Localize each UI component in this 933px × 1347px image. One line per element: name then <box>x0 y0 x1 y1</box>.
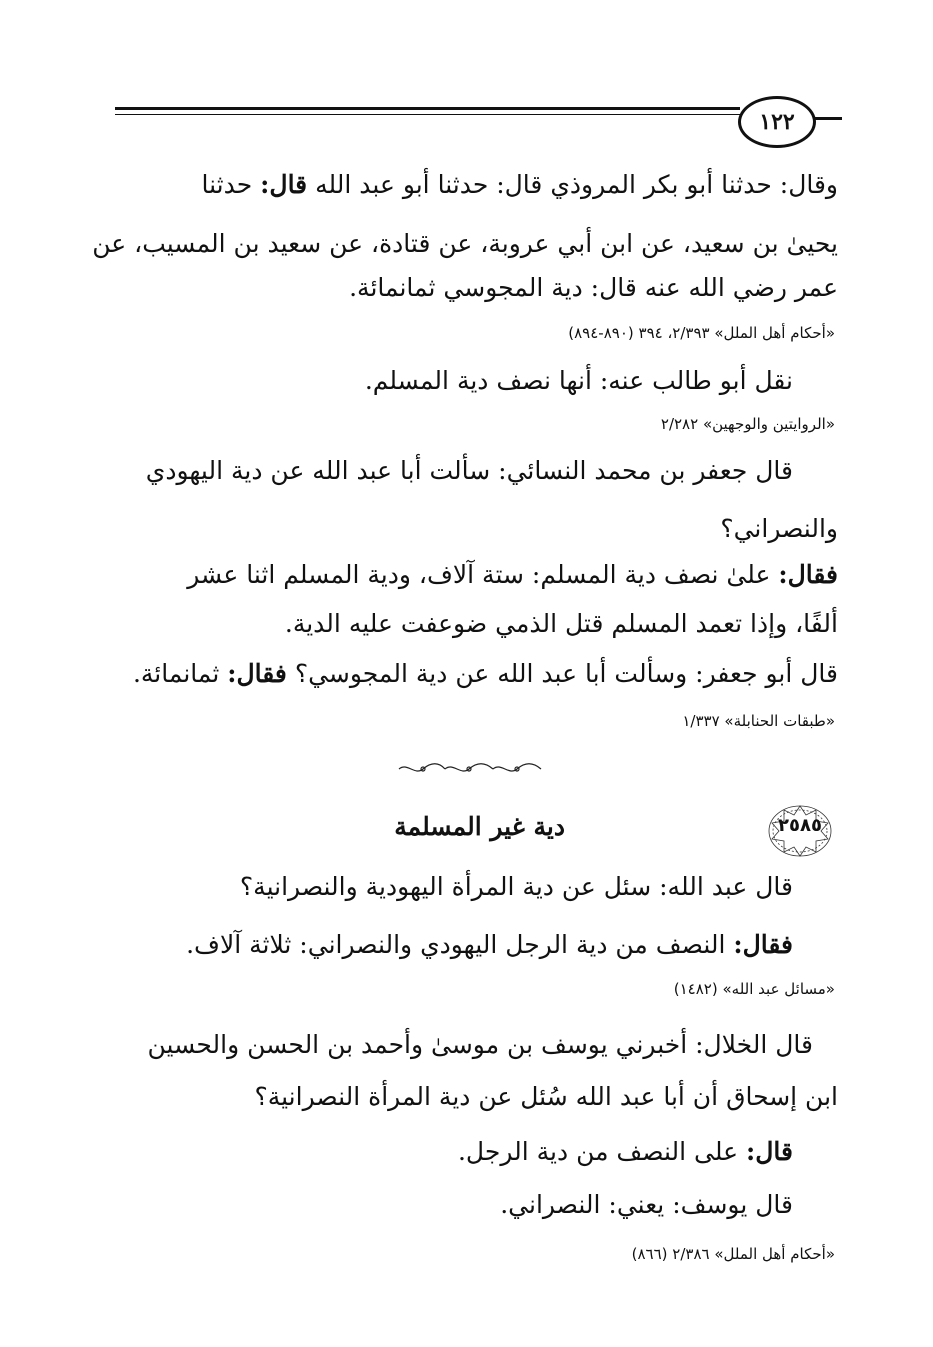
speaker-label: فقال: <box>778 560 838 589</box>
text-line: يحيىٰ بن سعيد، عن ابن أبي عروبة، عن قتادة، عن سعيد بن المسيب، عن <box>92 229 838 258</box>
source-reference: «أحكام أهل الملل» ٢/٣٩٣، ٣٩٤ (٨٩٠-٨٩٤) <box>568 324 835 342</box>
header-rule-right <box>812 117 842 120</box>
text-segment: حدثنا <box>201 170 253 199</box>
section-title: دية غير المسلمة <box>394 812 565 841</box>
text-segment: علىٰ نصف دية المسلم: ستة آلاف، ودية المسلم اثنا عشر <box>187 560 771 589</box>
text-line: قال عبد الله: سئل عن دية المرأة اليهودية والنصرانية؟ <box>239 872 793 901</box>
source-reference: «أحكام أهل الملل» ٢/٣٨٦ (٨٦٦) <box>631 1245 835 1263</box>
text-line <box>187 558 838 592</box>
source-reference: «طبقات الحنابلة» ١/٣٣٧ <box>682 712 835 730</box>
speaker-label: قال: <box>260 170 308 199</box>
text-line: نقل أبو طالب عنه: أنها نصف دية المسلم. <box>364 366 793 395</box>
text-line: ألفًا، وإذا تعمد المسلم قتل الذمي ضوعفت عليه الدية. <box>284 609 838 638</box>
speaker-label: قال: <box>746 1137 793 1166</box>
text-line <box>186 928 793 962</box>
text-segment: وقال: حدثنا أبو بكر المروذي قال: حدثنا أبو عبد الله <box>315 170 838 199</box>
text-segment: على النصف من دية الرجل. <box>457 1137 739 1166</box>
text-line: والنصراني؟ <box>720 514 838 543</box>
text-line <box>458 1135 793 1169</box>
ornament-divider-icon <box>395 760 545 778</box>
section-number: ٢٥٨٥ <box>778 815 822 836</box>
source-reference: «الروايتين والوجهين» ٢/٢٨٢ <box>660 415 835 433</box>
text-line <box>202 168 838 202</box>
header-rule-top <box>115 107 740 110</box>
text-segment: قال أبو جعفر: وسألت أبا عبد الله عن دية المجوسي؟ <box>294 659 838 688</box>
text-line: قال جعفر بن محمد النسائي: سألت أبا عبد الله عن دية اليهودي <box>145 456 793 485</box>
speaker-label: فقال: <box>733 930 793 959</box>
text-line <box>133 657 838 691</box>
text-segment: ثمانمائة. <box>132 659 220 688</box>
text-line: عمر رضي الله عنه قال: دية المجوسي ثمانمائة. <box>349 273 838 302</box>
source-reference: «مسائل عبد الله» (١٤٨٢) <box>673 980 835 998</box>
header-rule-bottom <box>115 114 740 115</box>
text-segment: النصف من دية الرجل اليهودي والنصراني: ثلاثة آلاف. <box>186 930 726 959</box>
speaker-label: فقال: <box>227 659 287 688</box>
text-line: قال الخلال: أخبرني يوسف بن موسىٰ وأحمد بن الحسن والحسين <box>147 1030 813 1059</box>
text-line: قال يوسف: يعني: النصراني. <box>500 1190 793 1219</box>
text-line: ابن إسحاق أن أبا عبد الله سُئل عن دية المرأة النصرانية؟ <box>254 1082 838 1111</box>
page-number: ١٢٢ <box>738 96 816 148</box>
